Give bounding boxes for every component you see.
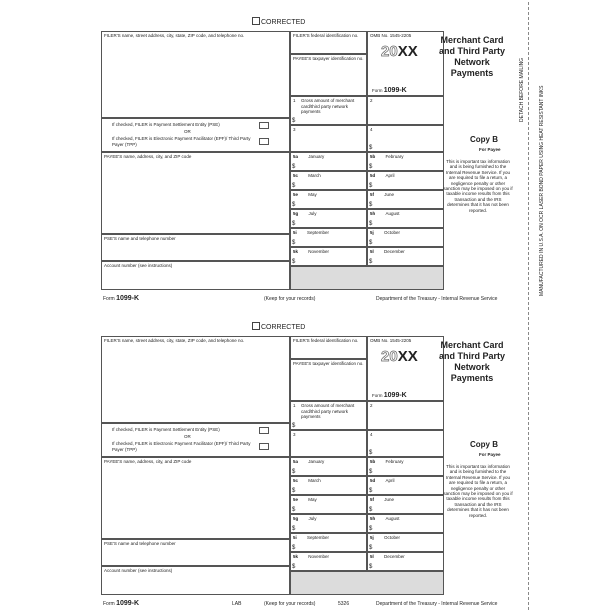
payee-name-field[interactable] <box>101 152 290 234</box>
account-label: Account number (see instructions) <box>104 263 173 268</box>
box-number: 5h <box>370 516 376 521</box>
box5b-field[interactable]: 5b February $ <box>367 457 444 476</box>
box5e-field[interactable]: 5e May $ <box>290 495 367 514</box>
dept-treasury-label: Department of the Treasury - Internal Revenue Service <box>376 601 498 607</box>
box-number: 5h <box>370 211 376 216</box>
box-number: 5j <box>370 535 374 540</box>
box3-label: 3 <box>293 127 296 132</box>
corrected-checkbox[interactable] <box>252 17 305 26</box>
box-number: 5g <box>293 516 299 521</box>
month-label: April <box>385 478 395 483</box>
filer-type-section <box>101 423 290 457</box>
filer-name-label: FILER'S name, street address, city, state, ZIP code, and telephone no. <box>104 33 245 38</box>
box-number: 5l <box>370 554 374 559</box>
payee-name-field[interactable] <box>101 457 290 539</box>
corrected-label: CORRECTED <box>261 19 306 26</box>
keep-records-label: (Keep for your records) <box>264 601 316 607</box>
box5f-field[interactable]: 5f June $ <box>367 495 444 514</box>
box5l-field[interactable]: 5l December $ <box>367 552 444 571</box>
epf-check-label: If checked, FILER is Electronic Payment Facilitator (EPF)/ Third Party Payer (TPP) <box>112 441 251 452</box>
box-number: 5d <box>370 173 376 178</box>
month-label: January <box>308 459 325 464</box>
account-number-field[interactable] <box>101 566 290 595</box>
pse-name-field[interactable] <box>101 539 290 566</box>
month-label: May <box>308 192 317 197</box>
footer-form-id: Form 1099-K <box>103 600 140 607</box>
box-number: 5k <box>293 249 299 254</box>
keep-records-label: (Keep for your records) <box>264 296 316 302</box>
month-label: July <box>308 211 317 216</box>
box1-gross-amount[interactable]: 1 Gross amount of merchant card/third party network payments $ <box>290 96 367 125</box>
filer-name-field[interactable] <box>101 336 290 423</box>
box-number: 5d <box>370 478 376 483</box>
box-number: 5l <box>370 249 374 254</box>
month-label: October <box>384 230 401 235</box>
box5c-field[interactable]: 5c March $ <box>290 476 367 495</box>
for-payee-label: For Payee <box>479 147 501 152</box>
pse-checkbox[interactable] <box>259 427 269 434</box>
filer-tin-label: FILER'S federal identification no. <box>293 33 359 38</box>
filer-tin-label: FILER'S federal identification no. <box>293 338 359 343</box>
month-label: June <box>384 497 395 502</box>
box-number: 5e <box>293 192 299 197</box>
tax-notice: This is important tax information and is being furnished to the Internal Revenue Service. If you are required to file a return, a negligence penalty or other sanction may be imposed on you if taxable income results from this transaction and the IRS determines that it has not been reported. <box>443 159 513 213</box>
box3-field[interactable] <box>290 125 367 152</box>
month-label: July <box>308 516 317 521</box>
for-payee-label: For Payee <box>479 452 501 457</box>
box3-field[interactable] <box>290 430 367 457</box>
box4-label: 4 <box>370 127 373 132</box>
month-label: December <box>384 554 405 559</box>
filer-type-section <box>101 118 290 152</box>
box5h-field[interactable]: 5h August $ <box>367 209 444 228</box>
or-label: OR <box>184 129 191 134</box>
box-number: 5i <box>293 230 297 235</box>
box4-field[interactable]: 4 $ <box>367 430 444 457</box>
month-label: February <box>385 154 404 159</box>
tax-notice: This is important tax information and is being furnished to the Internal Revenue Service. If you are required to file a return, a negligence penalty or other sanction may be imposed on you if taxable income results from this transaction and the IRS determines that it has not been reported. <box>443 464 513 518</box>
month-label: May <box>308 497 317 502</box>
epf-check-label: If checked, FILER is Electronic Payment Facilitator (EPF)/ Third Party Payer (TPP) <box>112 136 251 147</box>
month-label: March <box>308 173 321 178</box>
box1-gross-amount[interactable]: 1 Gross amount of merchant card/third party network payments $ <box>290 401 367 430</box>
month-label: November <box>308 554 330 559</box>
copy-label: Copy B <box>470 135 498 144</box>
payee-name-label: PAYEE'S name, address, city, and ZIP code <box>104 459 192 464</box>
box5i-field[interactable]: 5i September $ <box>290 228 367 247</box>
filer-name-field[interactable] <box>101 31 290 118</box>
box5d-field[interactable]: 5d April $ <box>367 476 444 495</box>
payee-tin-label: PAYEE'S taxpayer identification no. <box>293 361 364 366</box>
payee-tin-field[interactable] <box>290 54 367 96</box>
month-label: November <box>308 249 330 254</box>
box-number: 5i <box>293 535 297 540</box>
dept-treasury-label: Department of the Treasury - Internal Revenue Service <box>376 296 498 302</box>
box-number: 5a <box>293 154 299 159</box>
box2-field[interactable] <box>367 96 444 125</box>
month-label: September <box>307 230 330 235</box>
month-label: September <box>307 535 330 540</box>
omb-number: OMB No. 1545-2205 <box>370 338 412 343</box>
form-title: Merchant Card and Third Party Network Payments <box>438 340 505 383</box>
account-number-field[interactable] <box>101 261 290 290</box>
form-id-small: Form 1099-K <box>372 392 407 399</box>
detach-line <box>528 2 529 610</box>
form-id-small: Form 1099-K <box>372 87 407 94</box>
epf-checkbox[interactable] <box>259 138 269 145</box>
box5e-field[interactable]: 5e May $ <box>290 190 367 209</box>
omb-number: OMB No. 1545-2205 <box>370 33 412 38</box>
or-label: OR <box>184 434 191 439</box>
box5k-field[interactable]: 5k November $ <box>290 247 367 266</box>
filer-name-label: FILER'S name, street address, city, state, ZIP code, and telephone no. <box>104 338 245 343</box>
box2-field[interactable] <box>367 401 444 430</box>
payee-tin-label: PAYEE'S taxpayer identification no. <box>293 56 364 61</box>
month-label: December <box>384 249 405 254</box>
month-label: October <box>384 535 401 540</box>
cat-number: 5326 <box>338 601 350 607</box>
month-label: February <box>385 459 404 464</box>
box4-label: 4 <box>370 432 373 437</box>
box5g-field[interactable]: 5g July $ <box>290 209 367 228</box>
box5g-field[interactable]: 5g July $ <box>290 514 367 533</box>
box-number: 5c <box>293 173 299 178</box>
payee-tin-field[interactable] <box>290 359 367 401</box>
manufactured-text: MANUFACTURED IN U.S.A. ON OCR LASER BOND PAPER USING HEAT RESISTANT INKS <box>539 85 545 296</box>
box-number: 5k <box>293 554 299 559</box>
box-number: 5a <box>293 459 299 464</box>
lab-label: LAB <box>232 601 242 607</box>
pse-check-label: If checked, FILER is Payment Settlement Entity (PSE) <box>112 122 220 127</box>
pse-name-label: PSE'S name and telephone number <box>104 236 176 241</box>
box5f-field[interactable]: 5f June $ <box>367 190 444 209</box>
box5j-field[interactable]: 5j October $ <box>367 228 444 247</box>
box5l-field[interactable]: 5l December $ <box>367 247 444 266</box>
month-label: August <box>385 211 400 216</box>
box2-label: 2 <box>370 98 373 103</box>
box3-label: 3 <box>293 432 296 437</box>
filer-tin-field[interactable] <box>290 336 367 359</box>
box-number: 5c <box>293 478 299 483</box>
box5c-field[interactable]: 5c March $ <box>290 171 367 190</box>
shaded-area <box>290 571 444 595</box>
box5a-field[interactable]: 5a January $ <box>290 457 367 476</box>
box2-label: 2 <box>370 403 373 408</box>
payee-name-label: PAYEE'S name, address, city, and ZIP code <box>104 154 192 159</box>
month-label: August <box>385 516 400 521</box>
detach-text: DETACH BEFORE MAILING <box>519 57 525 122</box>
box5k-field[interactable]: 5k November $ <box>290 552 367 571</box>
month-label: January <box>308 154 325 159</box>
box-number: 5f <box>370 192 375 197</box>
pse-checkbox[interactable] <box>259 122 269 129</box>
box1-label: Gross amount of merchant card/third party network payments <box>301 403 355 419</box>
filer-tin-field[interactable] <box>290 31 367 54</box>
form-title: Merchant Card and Third Party Network Payments <box>438 35 505 78</box>
month-label: June <box>384 192 395 197</box>
copy-label: Copy B <box>470 440 498 449</box>
box4-field[interactable]: 4 $ <box>367 125 444 152</box>
tax-year: 20XX <box>381 43 418 60</box>
box-number: 5g <box>293 211 299 216</box>
box5a-field[interactable]: 5a January $ <box>290 152 367 171</box>
account-label: Account number (see instructions) <box>104 568 173 573</box>
box-number: 5j <box>370 230 374 235</box>
box1-label: Gross amount of merchant card/third party network payments <box>301 98 355 114</box>
corrected-label: CORRECTED <box>261 324 306 331</box>
month-label: March <box>308 478 321 483</box>
tax-year: 20XX <box>381 348 418 365</box>
box-number: 5f <box>370 497 375 502</box>
epf-checkbox[interactable] <box>259 443 269 450</box>
corrected-checkbox[interactable] <box>252 322 305 331</box>
box-number: 5b <box>370 154 376 159</box>
box-number: 5e <box>293 497 299 502</box>
box5b-field[interactable]: 5b February $ <box>367 152 444 171</box>
pse-name-label: PSE'S name and telephone number <box>104 541 176 546</box>
box5i-field[interactable]: 5i September $ <box>290 533 367 552</box>
pse-name-field[interactable] <box>101 234 290 261</box>
footer-form-id: Form 1099-K <box>103 295 140 302</box>
box5j-field[interactable]: 5j October $ <box>367 533 444 552</box>
box-number: 5b <box>370 459 376 464</box>
month-label: April <box>385 173 395 178</box>
box5h-field[interactable]: 5h August $ <box>367 514 444 533</box>
box5d-field[interactable]: 5d April $ <box>367 171 444 190</box>
pse-check-label: If checked, FILER is Payment Settlement Entity (PSE) <box>112 427 220 432</box>
shaded-area <box>290 266 444 290</box>
